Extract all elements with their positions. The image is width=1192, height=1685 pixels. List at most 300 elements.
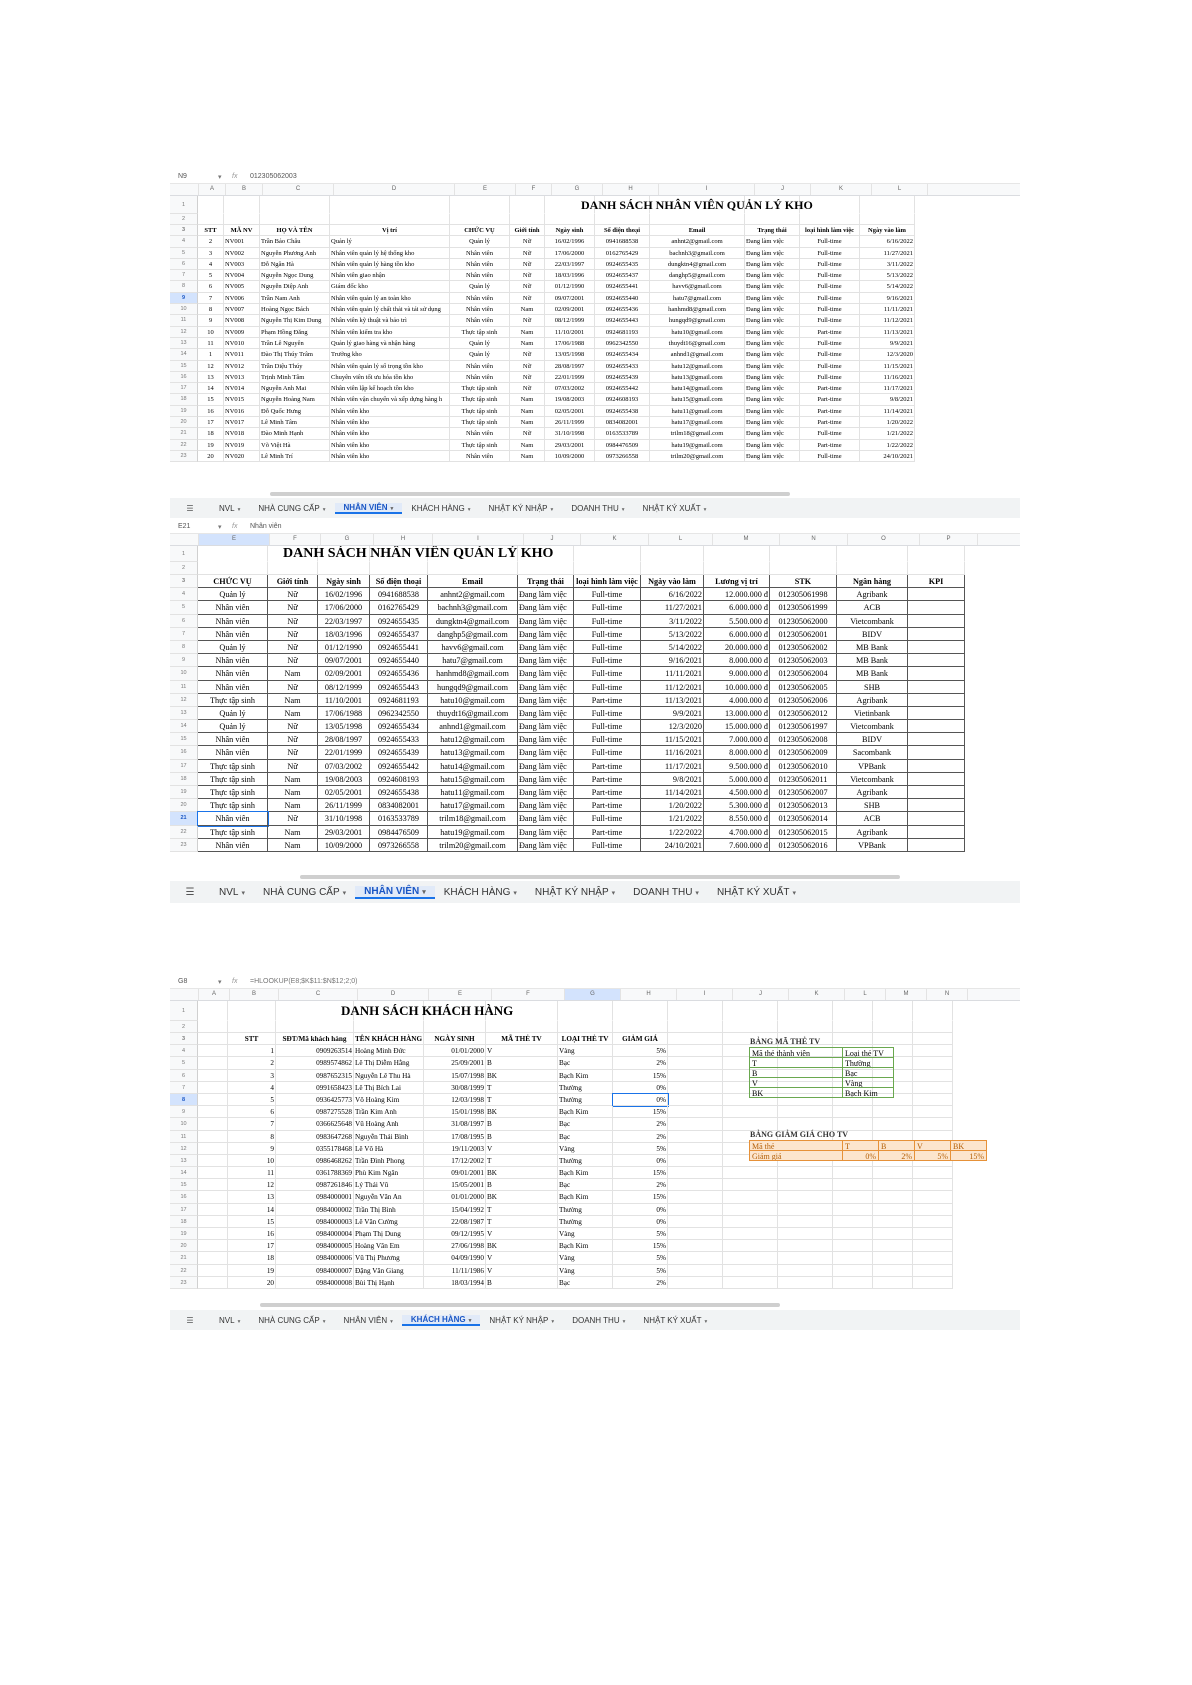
table-cell[interactable]: Lê Thị Diễm Hằng — [354, 1057, 424, 1069]
table-cell[interactable]: Nam — [268, 799, 318, 812]
table-cell[interactable]: Part-time — [800, 417, 860, 428]
hamburger-menu-icon[interactable]: ☰ — [186, 1315, 194, 1325]
table-cell[interactable] — [908, 694, 965, 707]
table-cell[interactable]: 15 — [198, 394, 224, 405]
table-cell[interactable] — [723, 1191, 778, 1203]
table-cell[interactable] — [913, 1179, 953, 1191]
table-cell[interactable]: Nhân viên — [198, 681, 268, 694]
column-header[interactable]: K — [811, 184, 872, 195]
table-cell[interactable] — [668, 1070, 723, 1082]
table-cell[interactable]: Nữ — [510, 315, 545, 326]
table-cell[interactable]: 3 — [198, 248, 224, 259]
table-cell[interactable]: 6.000.000 đ — [704, 628, 770, 641]
table-cell[interactable] — [908, 799, 965, 812]
table-cell[interactable]: 0909263514 — [276, 1045, 354, 1057]
column-header[interactable]: E — [199, 534, 270, 545]
table-cell[interactable]: BK — [950, 1140, 987, 1151]
sheet-tab[interactable] — [634, 504, 716, 513]
table-cell[interactable]: NV010 — [224, 338, 260, 349]
table-cell[interactable]: 5.500.000 đ — [704, 615, 770, 628]
table-cell[interactable]: Thường — [558, 1082, 613, 1094]
table-cell[interactable]: 012305062010 — [770, 760, 837, 773]
cell[interactable] — [595, 214, 650, 225]
table-cell[interactable]: 012305062007 — [770, 786, 837, 799]
table-cell[interactable]: 15.000.000 đ — [704, 720, 770, 733]
table-cell[interactable] — [668, 1265, 723, 1277]
table-cell[interactable]: Nguyễn Phương Anh — [260, 248, 330, 259]
table-cell[interactable]: Nữ — [268, 615, 318, 628]
column-header[interactable]: I — [677, 989, 733, 1000]
table-cell[interactable]: NV006 — [224, 293, 260, 304]
table-cell[interactable]: Đang làm việc — [745, 428, 800, 439]
table-cell[interactable]: NV014 — [224, 383, 260, 394]
table-cell[interactable]: Nhân viên — [198, 733, 268, 746]
cell[interactable] — [913, 1021, 953, 1033]
table-cell[interactable]: Vietcombank — [837, 720, 908, 733]
table-cell[interactable]: Nguyễn Anh Mai — [260, 383, 330, 394]
table-cell[interactable]: 0987261846 — [276, 1179, 354, 1191]
table-cell[interactable]: 11/17/2021 — [641, 760, 704, 773]
table-cell[interactable] — [723, 1216, 778, 1228]
sheet-tab[interactable] — [708, 887, 805, 898]
table-cell[interactable]: Loại thẻ TV — [842, 1047, 894, 1058]
row-number[interactable]: 18 — [170, 394, 198, 405]
table-cell[interactable]: 26/11/1999 — [318, 799, 370, 812]
chevron-down-icon[interactable]: ▾ — [218, 173, 222, 181]
table-cell[interactable]: Bạch Kim — [558, 1106, 613, 1118]
table-cell[interactable]: hatu12@gmail.com — [650, 361, 745, 372]
table-cell[interactable]: Quản lý — [450, 338, 510, 349]
table-cell[interactable]: 2% — [613, 1118, 668, 1130]
column-header[interactable]: I — [659, 184, 755, 195]
table-cell[interactable]: 02/05/2001 — [318, 786, 370, 799]
table-cell[interactable]: Full-time — [800, 428, 860, 439]
table-cell[interactable]: 09/07/2001 — [545, 293, 595, 304]
cell[interactable] — [800, 214, 860, 225]
table-cell[interactable]: Nhân viên — [450, 451, 510, 462]
row-number[interactable]: 15 — [170, 733, 198, 746]
table-cell[interactable]: 0163533789 — [595, 428, 650, 439]
table-cell[interactable] — [198, 1106, 228, 1118]
table-cell[interactable]: 0924681193 — [595, 327, 650, 338]
table-cell[interactable]: V — [486, 1143, 558, 1155]
row-number[interactable]: 1 — [170, 196, 198, 214]
table-cell[interactable]: hatu10@gmail.com — [650, 327, 745, 338]
table-cell[interactable]: 5/13/2022 — [860, 270, 915, 281]
table-cell[interactable]: Thường — [558, 1204, 613, 1216]
table-cell[interactable]: 08/12/1999 — [318, 681, 370, 694]
table-cell[interactable]: 0924608193 — [595, 394, 650, 405]
cell[interactable] — [668, 1001, 723, 1021]
table-cell[interactable] — [198, 1070, 228, 1082]
table-cell[interactable] — [913, 1265, 953, 1277]
table-cell[interactable]: Full-time — [800, 451, 860, 462]
table-cell[interactable]: Vietcombank — [837, 773, 908, 786]
table-cell[interactable]: Bạc — [558, 1118, 613, 1130]
cell[interactable] — [228, 1001, 276, 1021]
table-cell[interactable] — [198, 1204, 228, 1216]
table-cell[interactable]: Nguyễn Thị Kim Dung — [260, 315, 330, 326]
table-cell[interactable]: NV018 — [224, 428, 260, 439]
table-cell[interactable] — [873, 1216, 913, 1228]
table-cell[interactable]: 0924655435 — [595, 259, 650, 270]
table-cell[interactable]: 2% — [613, 1131, 668, 1143]
table-cell[interactable]: 7.600.000 đ — [704, 839, 770, 852]
cell[interactable] — [778, 1021, 833, 1033]
table-cell[interactable]: 0984000003 — [276, 1216, 354, 1228]
table-cell[interactable]: hatu7@gmail.com — [650, 293, 745, 304]
table-cell[interactable]: 02/09/2001 — [318, 667, 370, 680]
table-cell[interactable]: Full-time — [574, 588, 641, 601]
row-number[interactable]: 3 — [170, 575, 198, 588]
table-cell[interactable]: Nữ — [268, 812, 318, 825]
table-cell[interactable]: Đang làm việc — [745, 338, 800, 349]
table-cell[interactable]: Full-time — [574, 641, 641, 654]
table-cell[interactable]: 14 — [228, 1204, 276, 1216]
cell[interactable] — [198, 1001, 228, 1021]
table-cell[interactable]: 7.000.000 đ — [704, 733, 770, 746]
table-cell[interactable]: Thực tập sinh — [198, 826, 268, 839]
table-cell[interactable] — [198, 1057, 228, 1069]
table-cell[interactable]: Thường — [558, 1155, 613, 1167]
table-cell[interactable]: Nguyễn Lê Thu Hà — [354, 1070, 424, 1082]
table-cell[interactable]: Bạc — [558, 1131, 613, 1143]
table-cell[interactable]: 22/01/1999 — [545, 372, 595, 383]
cell[interactable] — [224, 196, 260, 214]
table-cell[interactable]: 0% — [613, 1216, 668, 1228]
row-number[interactable]: 9 — [170, 654, 198, 667]
table-cell[interactable] — [668, 1131, 723, 1143]
table-cell[interactable]: 22/01/1999 — [318, 746, 370, 759]
table-cell[interactable]: 4 — [198, 259, 224, 270]
table-cell[interactable]: 20 — [198, 451, 224, 462]
table-cell[interactable]: 19 — [228, 1265, 276, 1277]
table-cell[interactable]: Thực tập sinh — [450, 327, 510, 338]
table-cell[interactable]: Đỗ Ngân Hà — [260, 259, 330, 270]
table-cell[interactable] — [198, 1155, 228, 1167]
cell[interactable] — [260, 196, 330, 214]
table-cell[interactable]: 9/8/2021 — [641, 773, 704, 786]
table-cell[interactable] — [198, 1179, 228, 1191]
table-cell[interactable]: Nữ — [268, 601, 318, 614]
table-cell[interactable]: Nhân viên — [450, 361, 510, 372]
table-cell[interactable]: 4.700.000 đ — [704, 826, 770, 839]
cell-reference[interactable]: E21 — [178, 523, 191, 530]
table-cell[interactable]: BIDV — [837, 628, 908, 641]
row-number[interactable]: 19 — [170, 1228, 198, 1240]
table-cell[interactable]: MB Bank — [837, 641, 908, 654]
table-cell[interactable]: 15/07/1998 — [424, 1070, 486, 1082]
table-cell[interactable]: 16 — [198, 406, 224, 417]
table-cell[interactable]: 11/10/2001 — [318, 694, 370, 707]
table-cell[interactable]: 012305061999 — [770, 601, 837, 614]
table-cell[interactable]: Nguyễn Thái Bình — [354, 1131, 424, 1143]
table-cell[interactable]: 8 — [198, 304, 224, 315]
row-number[interactable]: 13 — [170, 1155, 198, 1167]
table-cell[interactable]: Full-time — [800, 304, 860, 315]
table-cell[interactable]: T — [486, 1094, 558, 1106]
table-cell[interactable]: 5% — [914, 1150, 951, 1161]
table-cell[interactable]: 012305062016 — [770, 839, 837, 852]
table-cell[interactable]: NV005 — [224, 281, 260, 292]
table-cell[interactable]: 15/01/1998 — [424, 1106, 486, 1118]
table-cell[interactable]: Hoàng Minh Đức — [354, 1045, 424, 1057]
table-cell[interactable]: BIDV — [837, 733, 908, 746]
chevron-down-icon[interactable]: ▾ — [322, 1318, 326, 1325]
sheet-tab[interactable] — [249, 1316, 334, 1325]
table-cell[interactable]: havv6@gmail.com — [428, 641, 518, 654]
table-cell[interactable]: 0984476509 — [370, 826, 428, 839]
table-cell[interactable] — [908, 601, 965, 614]
table-cell[interactable]: 15/05/2001 — [424, 1179, 486, 1191]
table-cell[interactable]: Full-time — [574, 746, 641, 759]
chevron-down-icon[interactable]: ▾ — [390, 1318, 393, 1325]
table-cell[interactable]: 15% — [613, 1240, 668, 1252]
table-cell[interactable] — [833, 1179, 873, 1191]
cell[interactable] — [668, 1021, 723, 1033]
table-cell[interactable]: 02/05/2001 — [545, 406, 595, 417]
row-number[interactable]: 14 — [170, 1167, 198, 1179]
cell[interactable] — [545, 214, 595, 225]
table-cell[interactable] — [198, 1143, 228, 1155]
cell[interactable] — [198, 1021, 228, 1033]
table-cell[interactable]: 17 — [228, 1240, 276, 1252]
table-cell[interactable]: Đang làm việc — [518, 826, 574, 839]
table-cell[interactable] — [778, 1216, 833, 1228]
table-cell[interactable]: 0% — [613, 1204, 668, 1216]
row-number[interactable]: 13 — [170, 338, 198, 349]
table-cell[interactable]: ACB — [837, 601, 908, 614]
table-cell[interactable]: Nhân viên — [198, 601, 268, 614]
table-cell[interactable]: Bạch Kim — [558, 1070, 613, 1082]
table-cell[interactable] — [908, 839, 965, 852]
row-number[interactable]: 22 — [170, 440, 198, 451]
cell[interactable] — [704, 562, 770, 575]
column-header[interactable]: G — [565, 989, 621, 1000]
table-cell[interactable] — [873, 1179, 913, 1191]
table-cell[interactable]: hatu14@gmail.com — [428, 760, 518, 773]
table-cell[interactable]: 25/09/2001 — [424, 1057, 486, 1069]
table-cell[interactable]: 0361788369 — [276, 1167, 354, 1179]
table-cell[interactable] — [198, 1131, 228, 1143]
table-cell[interactable]: 0% — [842, 1150, 879, 1161]
table-cell[interactable]: Full-time — [574, 654, 641, 667]
table-cell[interactable]: 3/11/2022 — [641, 615, 704, 628]
table-cell[interactable]: 11 — [228, 1167, 276, 1179]
cell[interactable] — [198, 196, 224, 214]
table-cell[interactable]: Nữ — [268, 654, 318, 667]
table-cell[interactable]: Đang làm việc — [745, 304, 800, 315]
table-cell[interactable] — [833, 1265, 873, 1277]
table-cell[interactable]: hatu13@gmail.com — [428, 746, 518, 759]
table-cell[interactable]: NV001 — [224, 236, 260, 247]
table-cell[interactable]: 5/13/2022 — [641, 628, 704, 641]
row-number[interactable]: 10 — [170, 304, 198, 315]
chevron-down-icon[interactable]: ▾ — [241, 889, 245, 897]
table-cell[interactable]: 7 — [198, 293, 224, 304]
table-cell[interactable]: 012305061998 — [770, 588, 837, 601]
select-all-corner[interactable] — [170, 184, 199, 195]
chevron-down-icon[interactable]: ▾ — [422, 888, 426, 896]
table-cell[interactable]: V — [914, 1140, 951, 1151]
table-cell[interactable] — [833, 1277, 873, 1289]
table-cell[interactable]: 012305062012 — [770, 707, 837, 720]
table-cell[interactable]: Võ Hoàng Kim — [354, 1094, 424, 1106]
table-cell[interactable]: 15% — [613, 1167, 668, 1179]
table-cell[interactable]: 0984476509 — [595, 440, 650, 451]
table-cell[interactable]: 1/21/2022 — [860, 428, 915, 439]
table-cell[interactable]: Thực tập sinh — [198, 760, 268, 773]
table-cell[interactable]: 0163533789 — [370, 812, 428, 825]
table-cell[interactable]: 17/12/2002 — [424, 1155, 486, 1167]
table-cell[interactable]: Nam — [510, 451, 545, 462]
table-cell[interactable]: Đang làm việc — [745, 293, 800, 304]
cell[interactable] — [770, 562, 837, 575]
table-cell[interactable]: anhnt2@gmail.com — [650, 236, 745, 247]
sheet-tab[interactable] — [249, 504, 334, 513]
table-cell[interactable]: Nhân viên — [450, 304, 510, 315]
table-cell[interactable] — [668, 1252, 723, 1264]
cell[interactable] — [860, 214, 915, 225]
table-cell[interactable]: Mã thẻ thành viên — [749, 1047, 843, 1058]
table-cell[interactable]: NV009 — [224, 327, 260, 338]
cell[interactable] — [723, 1021, 778, 1033]
table-cell[interactable]: Đang làm việc — [745, 417, 800, 428]
table-cell[interactable]: Đang làm việc — [745, 440, 800, 451]
table-cell[interactable]: 8.000.000 đ — [704, 654, 770, 667]
table-cell[interactable]: 19/08/2003 — [545, 394, 595, 405]
table-cell[interactable] — [198, 1094, 228, 1106]
table-cell[interactable]: 0924655442 — [370, 760, 428, 773]
row-number[interactable]: 8 — [170, 1094, 198, 1106]
table-cell[interactable]: Đặng Văn Giang — [354, 1265, 424, 1277]
cell[interactable] — [518, 562, 574, 575]
table-cell[interactable]: Bùi Thị Hạnh — [354, 1277, 424, 1289]
table-cell[interactable] — [908, 773, 965, 786]
hamburger-menu-icon[interactable]: ☰ — [185, 886, 195, 898]
table-cell[interactable]: 11/11/2021 — [641, 667, 704, 680]
table-cell[interactable] — [913, 1106, 953, 1118]
table-cell[interactable]: 11/10/2001 — [545, 327, 595, 338]
table-cell[interactable]: 0924655440 — [595, 293, 650, 304]
table-cell[interactable]: 11/14/2021 — [860, 406, 915, 417]
table-cell[interactable]: Bạc — [558, 1277, 613, 1289]
table-cell[interactable] — [913, 1070, 953, 1082]
table-cell[interactable]: Nữ — [510, 293, 545, 304]
table-cell[interactable]: 1/21/2022 — [641, 812, 704, 825]
cell[interactable] — [913, 1001, 953, 1021]
table-cell[interactable]: BK — [486, 1191, 558, 1203]
table-cell[interactable]: Full-time — [800, 315, 860, 326]
table-cell[interactable]: 17/06/2000 — [545, 248, 595, 259]
cell[interactable] — [486, 1021, 558, 1033]
chevron-down-icon[interactable]: ▾ — [322, 506, 326, 513]
table-cell[interactable] — [913, 1252, 953, 1264]
table-cell[interactable]: 0984000001 — [276, 1191, 354, 1203]
table-cell[interactable]: Đang làm việc — [518, 773, 574, 786]
table-cell[interactable] — [908, 812, 965, 825]
table-cell[interactable] — [778, 1277, 833, 1289]
table-cell[interactable] — [778, 1204, 833, 1216]
table-cell[interactable]: 4 — [228, 1082, 276, 1094]
row-number[interactable]: 19 — [170, 786, 198, 799]
table-cell[interactable]: Nhân viên kho — [330, 451, 450, 462]
table-cell[interactable]: BK — [749, 1087, 843, 1098]
table-cell[interactable] — [198, 1228, 228, 1240]
table-cell[interactable]: Đang làm việc — [518, 654, 574, 667]
table-cell[interactable]: 9/9/2021 — [860, 338, 915, 349]
table-cell[interactable]: Trần Lê Nguyên — [260, 338, 330, 349]
row-number[interactable]: 20 — [170, 417, 198, 428]
table-cell[interactable]: Full-time — [574, 667, 641, 680]
table-cell[interactable]: hatu11@gmail.com — [650, 406, 745, 417]
table-cell[interactable] — [908, 786, 965, 799]
table-cell[interactable] — [198, 1045, 228, 1057]
table-cell[interactable] — [778, 1191, 833, 1203]
table-cell[interactable]: Nhân viên — [198, 615, 268, 628]
table-cell[interactable] — [668, 1167, 723, 1179]
table-cell[interactable] — [833, 1240, 873, 1252]
table-cell[interactable]: Thường — [558, 1216, 613, 1228]
table-cell[interactable]: Giảm giá — [749, 1150, 843, 1161]
table-cell[interactable] — [873, 1106, 913, 1118]
table-cell[interactable]: 26/11/1999 — [545, 417, 595, 428]
table-cell[interactable]: Trần Thị Bình — [354, 1204, 424, 1216]
table-cell[interactable]: 10/09/2000 — [318, 839, 370, 852]
table-cell[interactable]: 10.000.000 đ — [704, 681, 770, 694]
table-cell[interactable]: 2% — [613, 1179, 668, 1191]
table-cell[interactable]: Đang làm việc — [745, 361, 800, 372]
table-cell[interactable]: B — [486, 1057, 558, 1069]
table-cell[interactable]: Nhân viên kho — [330, 417, 450, 428]
column-header[interactable]: L — [649, 534, 713, 545]
table-cell[interactable]: 24/10/2021 — [641, 839, 704, 852]
column-header[interactable]: C — [263, 184, 334, 195]
table-cell[interactable]: SHB — [837, 799, 908, 812]
table-cell[interactable]: T — [486, 1082, 558, 1094]
cell[interactable] — [908, 546, 965, 562]
cell[interactable] — [276, 1021, 354, 1033]
row-number[interactable]: 1 — [170, 1001, 198, 1021]
table-cell[interactable]: hanhmd8@gmail.com — [650, 304, 745, 315]
row-number[interactable]: 21 — [170, 1252, 198, 1264]
table-cell[interactable]: 0924655440 — [370, 654, 428, 667]
table-cell[interactable]: Trưởng kho — [330, 349, 450, 360]
table-cell[interactable]: Vàng — [558, 1252, 613, 1264]
sheet-tab[interactable] — [355, 886, 435, 899]
table-cell[interactable]: 1/22/2022 — [641, 826, 704, 839]
table-cell[interactable] — [723, 1277, 778, 1289]
chevron-down-icon[interactable]: ▾ — [513, 889, 517, 897]
table-cell[interactable]: 24/10/2021 — [860, 451, 915, 462]
table-cell[interactable] — [778, 1167, 833, 1179]
sheet-tab[interactable] — [634, 1316, 716, 1325]
sheet-tab[interactable] — [402, 504, 479, 513]
row-number[interactable]: 21 — [170, 428, 198, 439]
table-cell[interactable]: bachnh3@gmail.com — [428, 601, 518, 614]
table-cell[interactable]: Đang làm việc — [745, 315, 800, 326]
chevron-down-icon[interactable]: ▾ — [621, 506, 625, 513]
table-cell[interactable]: Nhân viên — [198, 812, 268, 825]
table-cell[interactable]: 9/8/2021 — [860, 394, 915, 405]
table-cell[interactable]: Nam — [268, 667, 318, 680]
table-cell[interactable]: 1/20/2022 — [641, 799, 704, 812]
table-cell[interactable] — [908, 615, 965, 628]
table-cell[interactable]: Đang làm việc — [518, 694, 574, 707]
table-cell[interactable]: 0924655438 — [595, 406, 650, 417]
table-cell[interactable]: 0162765429 — [370, 601, 428, 614]
table-cell[interactable]: Nữ — [510, 270, 545, 281]
